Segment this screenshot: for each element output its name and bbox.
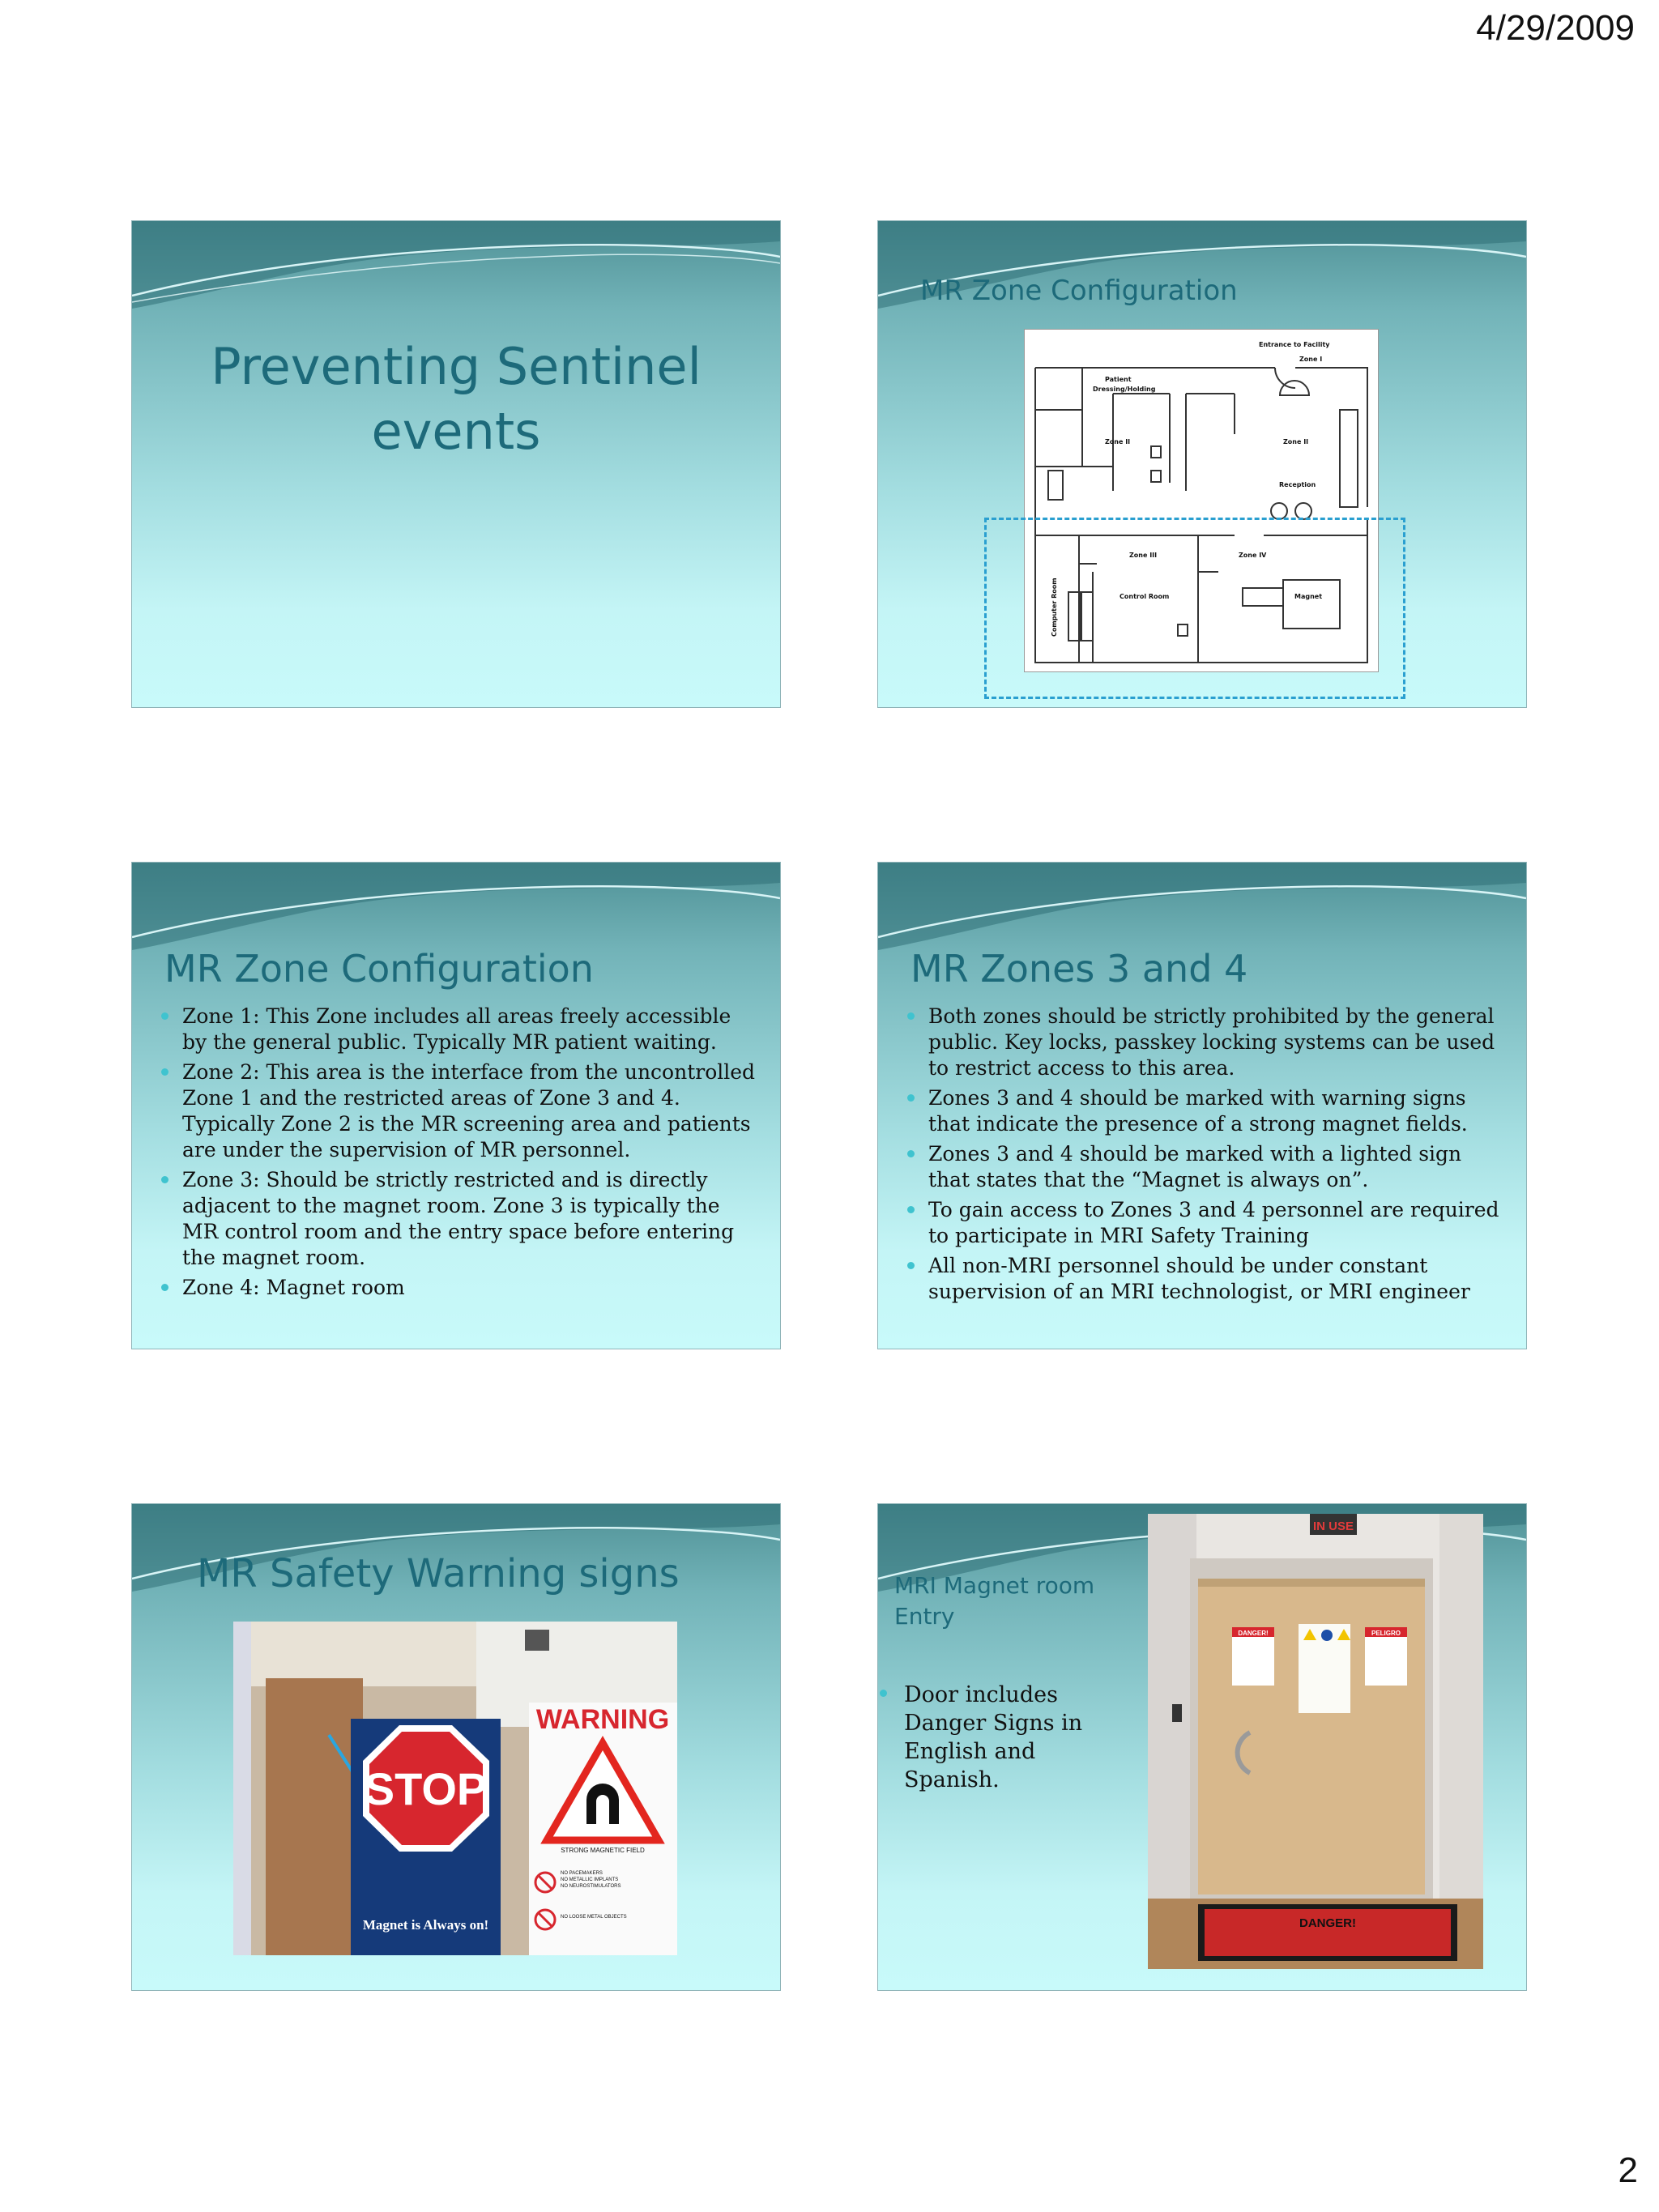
in-use-sign: IN USE bbox=[1312, 1519, 1354, 1533]
warning-sign-header: WARNING bbox=[535, 1704, 670, 1735]
stop-sign-text: STOP bbox=[364, 1763, 488, 1814]
warning-rule: NO NEUROSTIMULATORS bbox=[561, 1884, 621, 1889]
warning-rule: NO METALLIC IMPLANTS bbox=[561, 1877, 619, 1882]
bullet-item: To gain access to Zones 3 and 4 personnel are required to participate in MRI Safety Training bbox=[902, 1197, 1502, 1249]
zone-bullet-list bbox=[156, 1004, 756, 1305]
zone-3-4-highlight bbox=[984, 518, 1405, 699]
bullet-item: Zones 3 and 4 should be marked with warning signs that indicate the presence of a strong magnet fields. bbox=[902, 1085, 1502, 1137]
bullet-zone-1: Zone 1: This Zone includes all areas freely accessible by the general public. Typically MR patient waiting. bbox=[156, 1004, 756, 1055]
floor-mat-text: DANGER! bbox=[1299, 1916, 1356, 1930]
entry-bullet-list bbox=[878, 1681, 1089, 1798]
floorplan-label-entrance: Entrance to Facility bbox=[1259, 341, 1330, 348]
bullet-item: All non-MRI personnel should be under constant supervision of an MRI technologist, or MRI engineer bbox=[902, 1253, 1502, 1305]
bullet-item: Zones 3 and 4 should be marked with a lighted sign that states that the “Magnet is always on”. bbox=[902, 1141, 1502, 1193]
bullet-zone-2: Zone 2: This area is the interface from the uncontrolled Zone 1 and the restricted areas of Zone 3 and 4. Typically Zone 2 is the MR screening area and patients are under the supervision of MR personnel. bbox=[156, 1059, 756, 1163]
page-number: 2 bbox=[1618, 2150, 1638, 2190]
floorplan-label-zone2a: Zone II bbox=[1105, 438, 1131, 445]
slide-mri-magnet-room-entry bbox=[877, 1503, 1527, 1991]
danger-sign-es: PELIGRO bbox=[1371, 1630, 1401, 1637]
slide-title: MRI Magnet room Entry bbox=[894, 1572, 1095, 1630]
zones-3-4-bullet-list bbox=[902, 1004, 1502, 1309]
slide-title: Preventing Sentinel events bbox=[211, 337, 702, 461]
bullet-item: Door includes Danger Signs in English and Spanish. bbox=[878, 1681, 1089, 1794]
warning-field-text: STRONG MAGNETIC FIELD bbox=[561, 1847, 645, 1854]
danger-sign-en: DANGER! bbox=[1238, 1630, 1269, 1637]
floorplan-label-dressing: Dressing/Holding bbox=[1093, 386, 1156, 393]
floorplan-label-zone3: Zone III bbox=[1129, 552, 1158, 559]
magnet-room-door-photo bbox=[1148, 1514, 1483, 1969]
floorplan-label-zone1: Zone I bbox=[1299, 356, 1323, 363]
slide-title: MR Zone Configuration bbox=[164, 947, 594, 991]
slide-title: MR Safety Warning signs bbox=[197, 1551, 680, 1596]
slide-mr-zones-3-4 bbox=[877, 862, 1527, 1349]
page-date: 4/29/2009 bbox=[1476, 8, 1635, 48]
floorplan-label-computer-room: Computer Room bbox=[1051, 578, 1058, 637]
bullet-zone-3: Zone 3: Should be strictly restricted and is directly adjacent to the magnet room. Zone 3 is typically the MR control room and the entry space before entering the magnet room. bbox=[156, 1167, 756, 1271]
warning-rule: NO PACEMAKERS bbox=[561, 1871, 603, 1876]
bullet-zone-4: Zone 4: Magnet room bbox=[156, 1275, 756, 1301]
floorplan-label-magnet: Magnet bbox=[1294, 593, 1323, 600]
floorplan-label-zone2b: Zone II bbox=[1283, 438, 1309, 445]
floorplan-label-reception: Reception bbox=[1279, 481, 1316, 488]
warning-signs-photo bbox=[233, 1622, 677, 1955]
slide-mr-zone-diagram bbox=[877, 220, 1527, 708]
stop-sign-caption: Magnet is Always on! bbox=[362, 1917, 489, 1933]
floorplan-label-patient: Patient bbox=[1105, 376, 1132, 383]
bullet-item: Both zones should be strictly prohibited by the general public. Key locks, passkey locking systems can be used to restrict access to this area. bbox=[902, 1004, 1502, 1081]
slide-wave-decoration bbox=[878, 863, 1526, 952]
slide-title: MR Zones 3 and 4 bbox=[911, 947, 1248, 991]
slide-preventing-sentinel-events bbox=[131, 220, 781, 708]
slide-wave-decoration bbox=[132, 863, 780, 952]
slide-wave-decoration bbox=[132, 221, 780, 310]
floorplan-label-control-room: Control Room bbox=[1120, 593, 1170, 600]
slide-mr-zone-configuration bbox=[131, 862, 781, 1349]
floorplan-label-zone4: Zone IV bbox=[1239, 552, 1267, 559]
slide-title: MR Zone Configuration bbox=[920, 275, 1238, 307]
warning-rule: NO LOOSE METAL OBJECTS bbox=[561, 1915, 627, 1920]
slide-mr-safety-warning-signs bbox=[131, 1503, 781, 1991]
